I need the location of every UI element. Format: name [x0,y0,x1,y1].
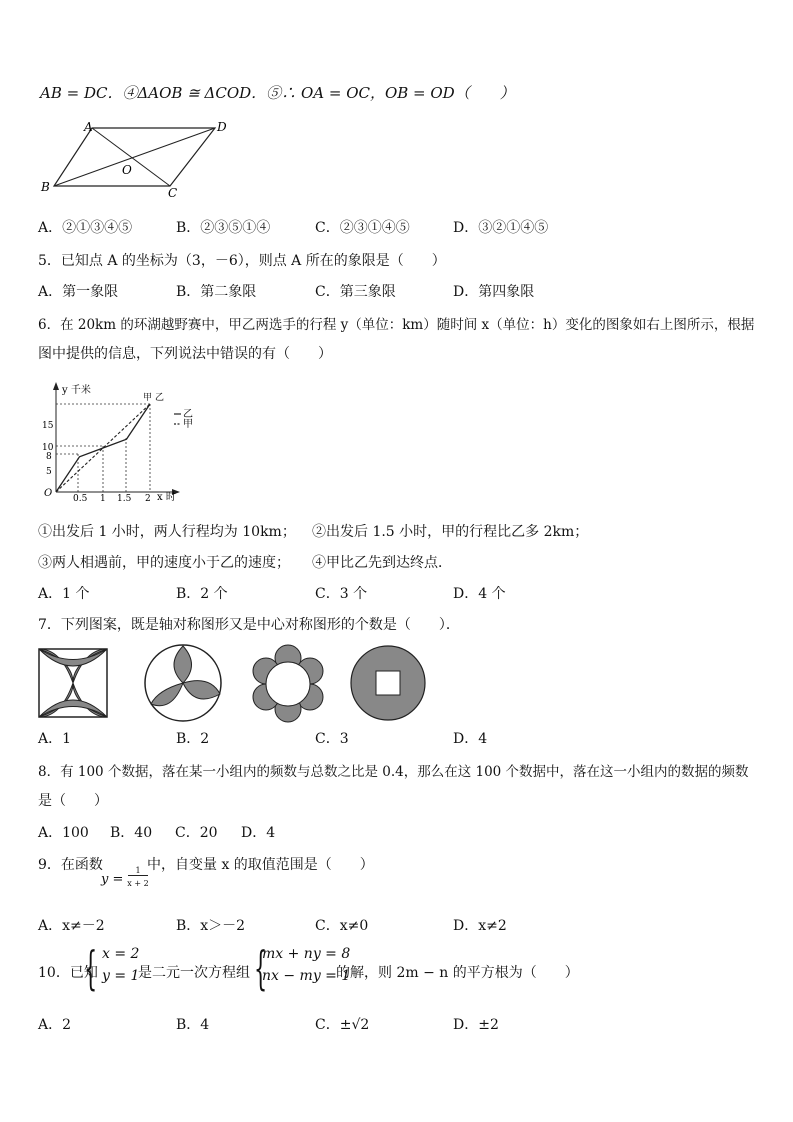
q10-option-a[interactable]: A．2 [38,1017,72,1033]
q8-option-a[interactable]: A．100 [38,825,89,841]
q10-brace-2: { [254,941,268,995]
q10-option-b[interactable]: B．4 [176,1017,210,1033]
q6-statement-2: ②出发后 1.5 小时，甲的行程比乙多 2km； [312,524,589,540]
y-tick-10: 10 [42,443,54,453]
q9-option-a[interactable]: A．x≠－2 [38,918,105,934]
label-d: D [217,120,227,134]
q9-stem-pre: 9．在函数 [38,857,103,873]
q6-statement-4: ④甲比乙先到达终点． [312,555,452,571]
label-b: B [41,180,50,194]
q10-option-d[interactable]: D．±2 [453,1017,499,1033]
q8-stem-line1: 8．有 100 个数据，落在某一小组内的频数与总数之比是 0.4，那么在这 100 个数据中，落在这一小组内的数据的频数 [38,764,749,780]
q6-stem-line2: 图中提供的信息，下列说法中错误的有（ ） [38,346,332,362]
q8-option-d[interactable]: D．4 [241,825,276,841]
q4-option-d[interactable]: D．③②①④⑤ [453,220,549,236]
label-a: A [84,120,93,134]
q10-post: 的解，则 2m − n 的平方根为（ ） [336,965,579,981]
y-axis-title: y 千米 [62,385,91,396]
q5-option-d[interactable]: D．第四象限 [453,284,535,300]
q7-option-d[interactable]: D．4 [453,731,488,747]
q9-formula-denominator: x + 2 [127,879,149,888]
q9-formula-lhs: y = [101,872,124,887]
q4-statement-line: AB = DC．④ΔAOB ≅ ΔCOD．⑤∴ OA = OC，OB = OD（ ） [40,84,515,102]
q9-option-c[interactable]: C．x≠0 [315,918,369,934]
figure-coin-square-hole [351,646,425,720]
q8-option-c[interactable]: C．20 [175,825,218,841]
q5-option-b[interactable]: B．第二象限 [176,284,257,300]
q5-option-a[interactable]: A．第一象限 [38,284,119,300]
origin-label: O [44,488,53,499]
q10-pre: 10．已知 [38,965,98,981]
q6-statement-3: ③两人相遇前，甲的速度小于乙的速度； [38,555,290,571]
q4-option-a[interactable]: A．②①③④⑤ [38,220,133,236]
y-tick-8: 8 [46,452,52,462]
q10-eq1b: y = 1 [102,968,140,984]
q7-option-a[interactable]: A．1 [38,731,72,747]
q10-option-c[interactable]: C．±√2 [315,1017,370,1033]
figure-square-petals [39,649,107,717]
figure-six-petal-flower [253,645,323,722]
label-o: O [122,163,132,177]
label-jia-on-line: 甲 [143,393,153,403]
figure-circle-three-blades [145,645,221,721]
y-tick-15: 15 [42,421,54,431]
q7-stem: 7．下列图案，既是轴对称图形又是中心对称图形的个数是（ ）． [38,617,460,633]
q10-brace-1: { [84,941,98,995]
q5-stem: 5．已知点 A 的坐标为（3，－6），则点 A 所在的象限是（ ） [38,253,446,269]
q6-stem-line1: 6．在 20km 的环湖越野赛中，甲乙两选手的行程 y（单位：km）随时间 x（单位：h）变化的图象如右上图所示，根据 [38,317,755,333]
q10-eq2b: nx − my = 1 [262,968,351,984]
y-tick-5: 5 [46,467,52,477]
q7-option-c[interactable]: C．3 [315,731,349,747]
q9-formula-numerator: 1 [128,866,148,876]
q9-option-d[interactable]: D．x≠2 [453,918,507,934]
q9-option-b[interactable]: B．x＞－2 [176,918,246,934]
q6-statement-1: ①出发后 1 小时，两人行程均为 10km； [38,524,296,540]
q9-stem-post: 中，自变量 x 的取值范围是（ ） [147,857,374,873]
q8-stem-line2: 是（ ） [38,793,108,809]
q6-option-d[interactable]: D．4 个 [453,586,506,602]
legend-yi-label: 乙 [183,409,193,420]
x-tick-1: 1 [100,494,106,504]
q4-option-b[interactable]: B．②③⑤①④ [176,220,271,236]
q5-option-c[interactable]: C．第三象限 [315,284,396,300]
q6-option-b[interactable]: B．2 个 [176,586,228,602]
q10-eq2a: mx + ny = 8 [262,946,351,962]
q4-option-c[interactable]: C．②③①④⑤ [315,220,410,236]
q10-mid: 是二元一次方程组 [138,965,250,981]
q6-option-a[interactable]: A．1 个 [38,586,90,602]
label-yi-on-line: 乙 [155,393,165,403]
q8-option-b[interactable]: B．40 [110,825,153,841]
label-c: C [168,186,178,200]
x-tick-2: 2 [145,494,151,504]
q6-option-c[interactable]: C．3 个 [315,586,368,602]
legend-jia-label: 甲 [183,419,193,430]
x-axis-title: x 时 [157,492,176,503]
q10-eq1a: x = 2 [102,946,140,962]
x-tick-0.5: 0.5 [73,494,88,504]
x-tick-1.5: 1.5 [117,494,132,504]
q7-option-b[interactable]: B．2 [176,731,210,747]
